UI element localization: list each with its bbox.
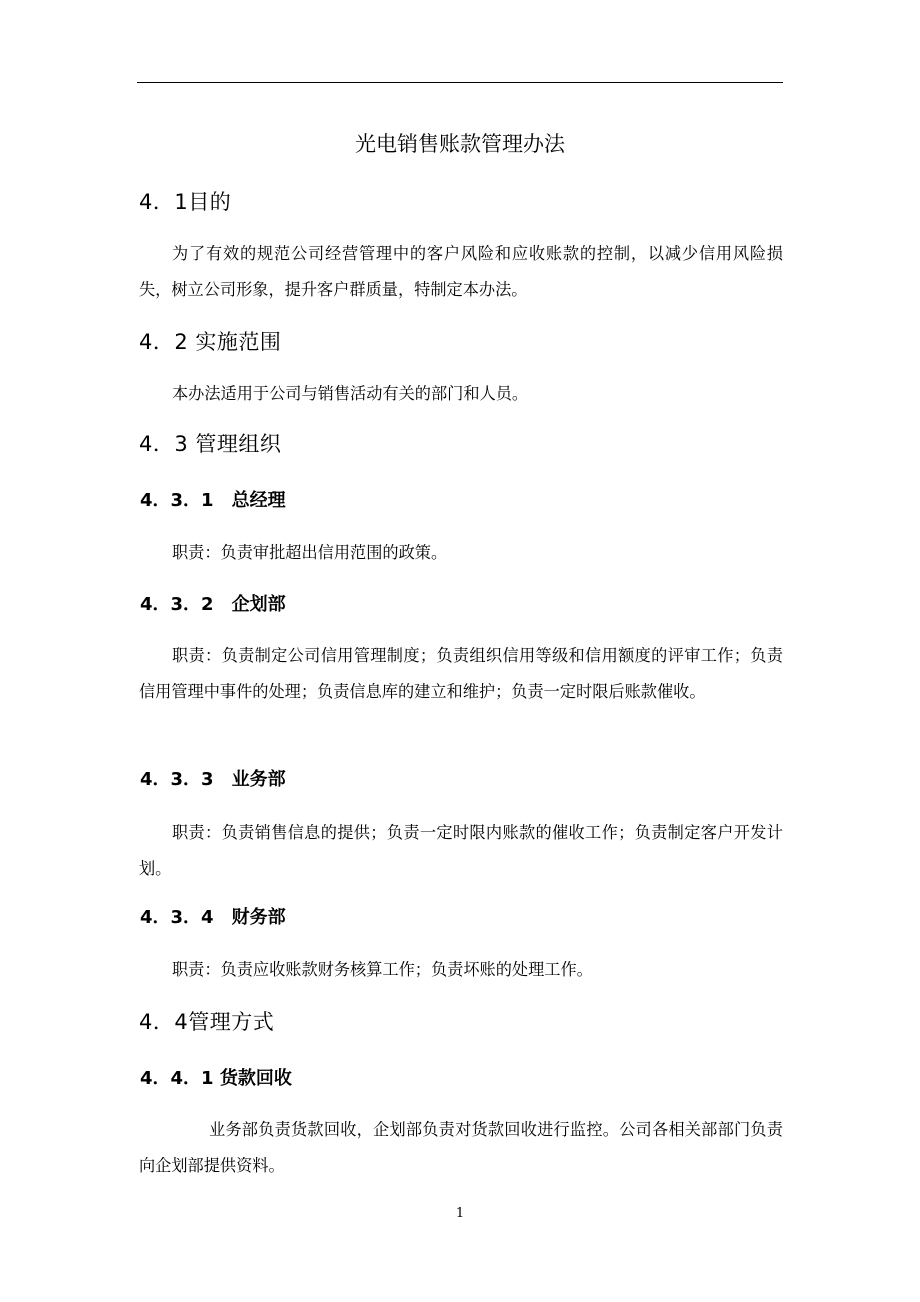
page-number: 1 (455, 1206, 465, 1221)
paragraph-4-3-1: 职责：负责审批超出信用范围的政策。 (172, 543, 448, 562)
subsection-heading-4-3-2: 4．3．2 企划部 (140, 594, 286, 615)
document-title: 光电销售账款管理办法 (355, 132, 565, 156)
paragraph-4-3-2: 职责：负责制定公司信用管理制度；负责组织信用等级和信用额度的评审工作；负责信用管理中事件的处理；负责信息库的建立和维护；负责一定时限后账款催收。 (139, 646, 783, 701)
subsection-heading-4-3-1: 4．3．1 总经理 (140, 490, 286, 511)
subsection-heading-4-4-1: 4．4．1 货款回收 (140, 1068, 292, 1089)
paragraph-4-3-3: 职责：负责销售信息的提供；负责一定时限内账款的催收工作；负责制定客户开发计划。 (139, 823, 783, 878)
section-heading-4-1: 4．1目的 (139, 190, 232, 214)
subsection-heading-4-3-3: 4．3．3 业务部 (140, 769, 286, 790)
paragraph-4-2: 本办法适用于公司与销售活动有关的部门和人员。 (172, 384, 529, 403)
section-heading-4-4: 4．4管理方式 (139, 1010, 275, 1034)
section-heading-4-2: 4．2 实施范围 (139, 330, 282, 354)
section-heading-4-3: 4．3 管理组织 (139, 432, 282, 456)
paragraph-4-1: 为了有效的规范公司经营管理中的客户风险和应收账款的控制，以减少信用风险损失，树立公司形象，提升客户群质量，特制定本办法。 (139, 244, 783, 299)
header-rule (137, 82, 783, 83)
paragraph-4-4-1: 业务部负责货款回收，企划部负责对货款回收进行监控。公司各相关部部门负责向企划部提供资料。 (139, 1120, 783, 1175)
subsection-heading-4-3-4: 4．3．4 财务部 (140, 907, 286, 928)
paragraph-4-3-4: 职责：负责应收账款财务核算工作；负责坏账的处理工作。 (172, 960, 593, 979)
